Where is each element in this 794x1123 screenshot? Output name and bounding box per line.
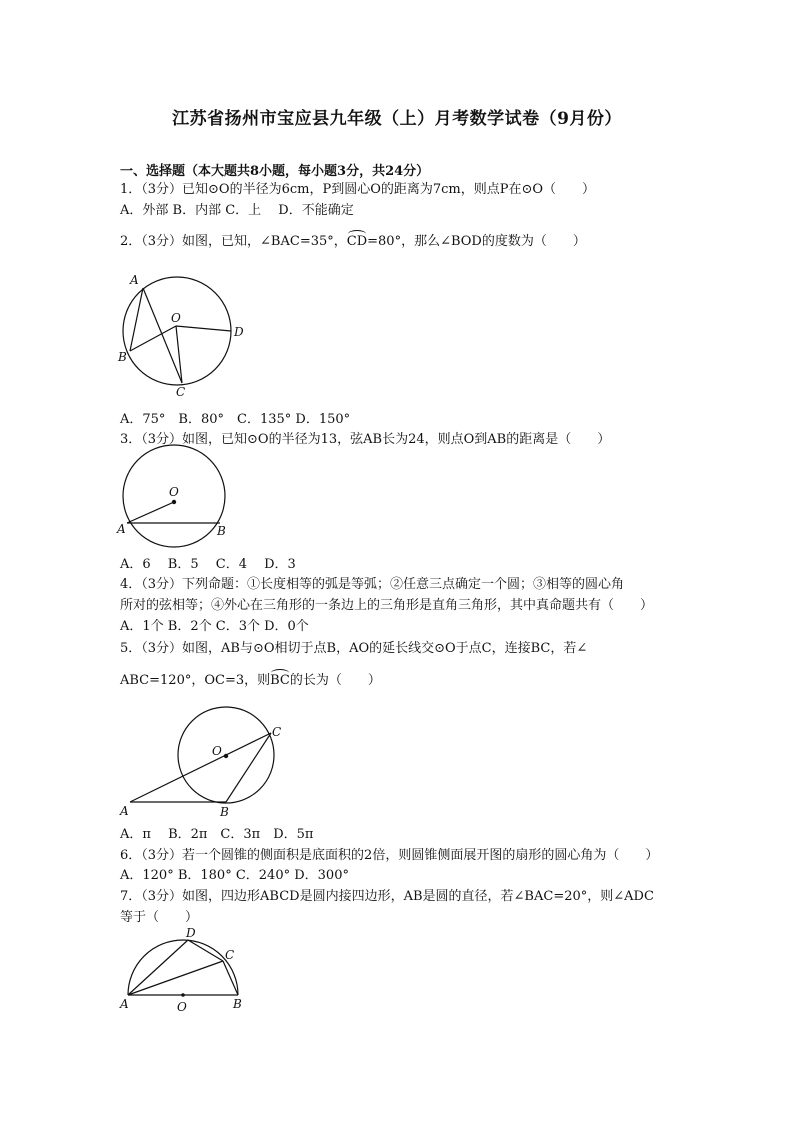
q3-label-b: B [217,524,226,538]
q7-center-point [181,993,185,997]
q7-label-o: O [177,1000,187,1014]
q5-label-b: B [220,805,229,819]
q4-options: A．1个 B．2个 C．3个 D．0个 [120,619,309,634]
q7-label-d: D [186,926,196,940]
q5-stem-line1: 5．（3分）如图，AB与⊙O相切于点B，AO的延长线交⊙O于点C，连接BC，若∠ [120,641,588,656]
q2-segment-bo [130,326,176,351]
q2-segment-ac [143,288,182,383]
q2-label-c: C [176,385,186,399]
q2-label-d: D [234,325,244,339]
q3-options: A．6 B．5 C．4 D．3 [120,557,296,572]
q2-figure [110,270,260,400]
q3-segment-ao [127,502,174,523]
q6-options: A．120° B．180° C．240° D．300° [120,868,349,883]
q2-segment-ab [130,288,143,351]
q1-options: A．外部 B．内部 C．上 D．不能确定 [120,203,354,218]
q5-label-o: O [212,744,222,758]
q6-stem: 6．（3分）若一个圆锥的侧面积是底面积的2倍，则圆锥侧面展开图的扇形的圆心角为（ ） [120,848,659,863]
q2-arc-cd: CD [346,234,368,249]
page-title: 江苏省扬州市宝应县九年级（上）月考数学试卷（9月份） [172,109,622,129]
q7-label-c: C [225,948,235,962]
q5-stem-part-a: ABC=120°，OC=3，则 [120,673,271,688]
q7-stem-line1: 7．（3分）如图，四边形ABCD是圆内接四边形，AB是圆的直径，若∠BAC=20°，则∠ADC [120,889,654,904]
q2-stem-part-a: 2．（3分）如图，已知，∠BAC=35°， [120,234,347,249]
q2-label-b: B [118,350,127,364]
q5-label-c: C [272,725,282,739]
q4-stem-line1: 4．（3分）下列命题：①长度相等的弧是等弧；②任意三点确定一个圆；③相等的圆心角 [120,577,625,592]
q5-stem-part-b: 的长为（ ） [289,673,381,688]
q3-stem: 3．（3分）如图，已知⊙O的半径为13，弦AB长为24，则点O到AB的距离是（ ） [120,432,611,447]
q7-segment-ad [128,940,188,995]
q5-figure [110,700,300,825]
q3-label-o: O [169,485,179,499]
q2-segment-od [176,326,231,331]
q7-stem-line2: 等于（ ） [120,910,199,925]
q3-center-point [172,500,176,504]
q2-stem [120,233,586,251]
q7-label-b: B [233,997,242,1011]
q5-stem-line2 [120,672,381,690]
q7-semicircle [128,940,238,995]
q2-options: A．75° B．80° C．135° D．150° [120,412,351,427]
q3-label-a: A [117,522,126,536]
q2-stem-part-b: =80°，那么∠BOD的度数为（ ） [367,234,586,249]
q7-segment-dc [188,940,223,961]
section-heading-choice: 一、选择题（本大题共8小题，每小题3分，共24分） [120,164,430,179]
q5-label-a: A [120,804,129,818]
q1-stem: 1．（3分）已知⊙O的半径为6cm，P到圆心O的距离为7cm，则点P在⊙O（ ） [120,182,596,197]
q5-options: A．π B．2π C．3π D．5π [120,827,314,842]
q7-label-a: A [120,997,129,1011]
q3-figure [110,450,240,545]
q5-center-point [224,754,228,758]
q2-label-a: A [130,273,139,287]
q2-label-o: O [171,311,181,325]
q4-stem-line2: 所对的弦相等；④外心在三角形的一条边上的三角形是直角三角形，其中真命题共有（ ） [120,598,654,613]
q7-figure [110,925,260,1015]
q5-segment-ac [130,733,271,802]
q7-segment-ac [128,961,223,995]
q5-arc-bc: BC [270,673,290,688]
